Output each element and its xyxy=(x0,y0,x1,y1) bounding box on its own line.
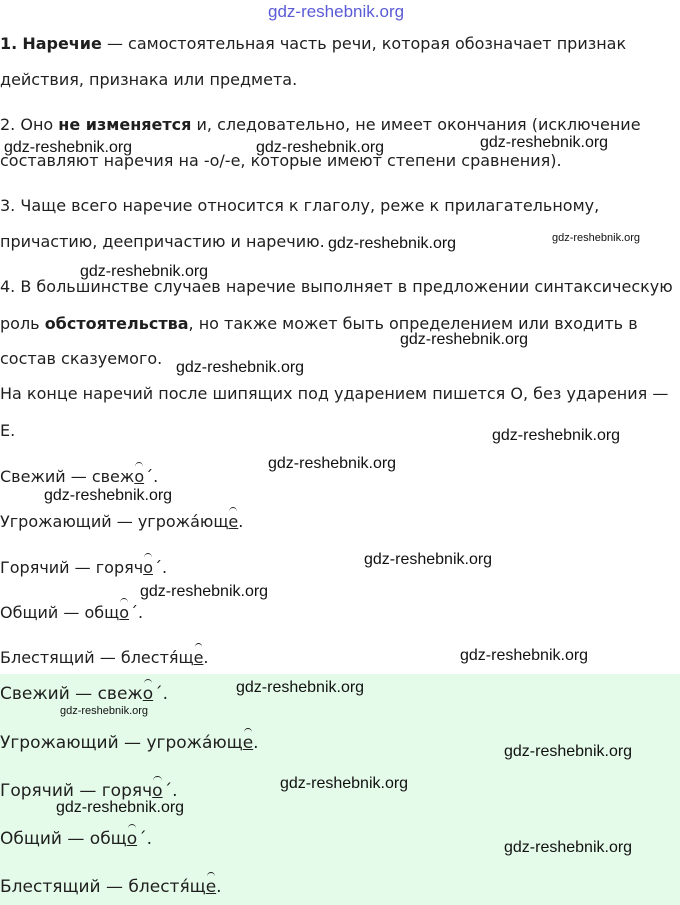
answer-stem: свеж xyxy=(97,684,143,704)
watermark: gdz-reshebnik.org xyxy=(280,775,409,792)
watermark: gdz-reshebnik.org xyxy=(552,232,641,244)
example-stem: блестя́щ xyxy=(120,648,194,667)
p4-pre: роль xyxy=(0,314,45,333)
p1-text: — самостоятельная часть речи, которая обозначает признак xyxy=(101,34,627,53)
answer-row xyxy=(0,875,222,897)
answer-stem: общ xyxy=(89,829,127,849)
example-period: . xyxy=(238,512,244,531)
paragraph-2-line-1 xyxy=(0,115,641,134)
watermark: gdz-reshebnik.org xyxy=(480,134,609,151)
paragraph-4-line-1: 4. В большинстве случаев наречие выполняет в предложении синтаксическую xyxy=(0,277,673,296)
answer-period: . xyxy=(253,733,259,753)
p1-number: 1. xyxy=(0,34,18,53)
watermark: gdz-reshebnik.org xyxy=(4,139,133,156)
answer-row xyxy=(0,779,177,801)
ending-mark: о xyxy=(119,603,130,622)
answer-word: Блестящий xyxy=(0,877,101,897)
watermark: gdz-reshebnik.org xyxy=(492,427,621,444)
answer-word: Свежий xyxy=(0,684,70,704)
watermark: gdz-reshebnik.org xyxy=(268,455,397,472)
watermark: gdz-reshebnik.org xyxy=(56,799,185,816)
example-dash: — xyxy=(94,648,121,667)
ending-mark: о xyxy=(126,829,138,849)
answer-dash: — xyxy=(100,877,129,897)
ending-mark: е xyxy=(205,877,217,897)
paragraph-1-line-1 xyxy=(0,34,626,53)
ending-mark: о xyxy=(134,467,145,486)
example-period: . xyxy=(161,558,168,577)
paragraph-1-line-2: действия, признака или предмета. xyxy=(0,70,298,89)
paragraph-3-line-1: 3. Чаще всего наречие относится к глаголу, реже к прилагательному, xyxy=(0,196,600,215)
answer-dash: — xyxy=(69,684,98,704)
stress-mark: ´ xyxy=(163,781,173,801)
example-stem: свеж xyxy=(91,467,135,486)
ending-mark: е xyxy=(242,733,254,753)
rule-line-2: Е. xyxy=(0,421,16,440)
stress-mark: ´ xyxy=(145,467,154,486)
watermark: gdz-reshebnik.org xyxy=(176,359,305,376)
stress-mark: ´ xyxy=(153,558,162,577)
watermark-top: gdz-reshebnik.org xyxy=(268,2,405,21)
answer-stem: горяч xyxy=(101,781,153,801)
example-word: Горячий xyxy=(0,558,70,577)
answer-word: Угрожающий xyxy=(0,733,119,753)
answer-period: . xyxy=(216,877,222,897)
watermark: gdz-reshebnik.org xyxy=(60,705,149,717)
watermark: gdz-reshebnik.org xyxy=(44,487,173,504)
ending-mark: о xyxy=(143,558,153,577)
watermark: gdz-reshebnik.org xyxy=(504,839,633,856)
example-row xyxy=(0,556,167,577)
example-dash: — xyxy=(111,512,138,531)
example-stem: угрожа́ющ xyxy=(137,512,229,531)
example-word: Угрожающий xyxy=(0,512,112,531)
answer-period: . xyxy=(162,684,169,704)
watermark: gdz-reshebnik.org xyxy=(140,583,269,600)
example-dash: — xyxy=(65,467,92,486)
stress-mark: ´ xyxy=(138,829,147,849)
watermark: gdz-reshebnik.org xyxy=(256,139,385,156)
paragraph-4-line-3: состав сказуемого. xyxy=(0,349,163,368)
ending-mark: о xyxy=(142,684,154,704)
answer-period: . xyxy=(172,781,178,801)
example-word: Общий xyxy=(0,603,59,622)
example-stem: общ xyxy=(84,603,120,622)
example-row xyxy=(0,465,158,486)
ending-mark: е xyxy=(193,648,204,667)
p4-text: , но также может быть определением или входить в xyxy=(188,314,638,333)
example-period: . xyxy=(138,603,144,622)
watermark: gdz-reshebnik.org xyxy=(80,263,209,280)
example-word: Свежий xyxy=(0,467,66,486)
p1-term: Наречие xyxy=(22,34,102,53)
answer-row xyxy=(0,827,152,849)
stress-mark: ´ xyxy=(130,603,139,622)
stress-mark: ´ xyxy=(154,684,163,704)
answer-dash: — xyxy=(61,829,90,849)
example-period: . xyxy=(203,648,209,667)
watermark: gdz-reshebnik.org xyxy=(236,679,365,696)
answer-dash: — xyxy=(73,781,102,801)
paragraph-2-line-2: составляют наречия на -о/-е, которые имеют степени сравнения). xyxy=(0,151,562,170)
example-word: Блестящий xyxy=(0,648,95,667)
p2-pre: 2. Оно xyxy=(0,115,59,134)
answer-row xyxy=(0,682,168,704)
watermark: gdz-reshebnik.org xyxy=(504,743,633,760)
example-dash: — xyxy=(58,603,85,622)
paragraph-4-line-2 xyxy=(0,314,638,333)
watermark: gdz-reshebnik.org xyxy=(364,551,493,568)
answer-dash: — xyxy=(118,733,147,753)
example-dash: — xyxy=(69,558,96,577)
example-row xyxy=(0,601,143,622)
ending-mark: о xyxy=(152,781,163,801)
example-period: . xyxy=(153,467,159,486)
p4-bold: обстоятельства xyxy=(44,314,189,333)
ending-mark: е xyxy=(228,512,239,531)
answer-row xyxy=(0,731,259,753)
paragraph-3-line-2: причастию, деепричастию и наречию. xyxy=(0,232,325,251)
p2-bold: не изменяется xyxy=(58,115,192,134)
answer-stem: блестя́щ xyxy=(128,877,206,897)
example-row xyxy=(0,646,209,667)
answer-stem: угрожа́ющ xyxy=(146,733,243,753)
answer-period: . xyxy=(146,829,153,849)
example-stem: горяч xyxy=(95,558,144,577)
answer-word: Общий xyxy=(0,829,62,849)
watermark: gdz-reshebnik.org xyxy=(400,331,529,348)
watermark: gdz-reshebnik.org xyxy=(328,235,457,252)
rule-line-1: На конце наречий после шипящих под ударением пишется О, без ударения — xyxy=(0,384,669,403)
watermark: gdz-reshebnik.org xyxy=(460,647,589,664)
example-row xyxy=(0,510,243,531)
p2-text: и, следовательно, не имеет окончания (исключение xyxy=(191,115,641,134)
answer-word: Горячий xyxy=(0,781,74,801)
